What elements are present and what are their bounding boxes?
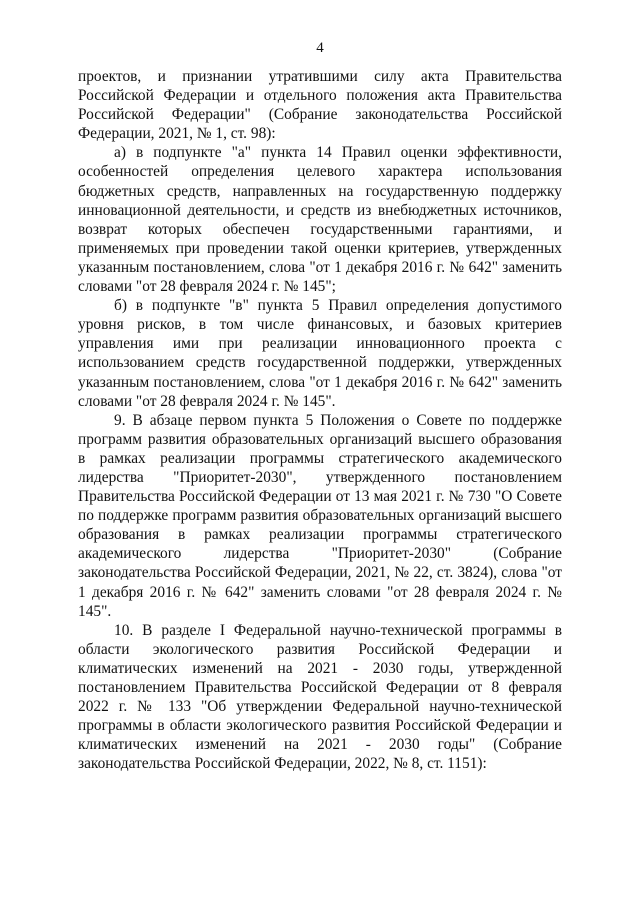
page-number: 4 [316,40,324,56]
document-body [78,67,562,773]
paragraph-subitem-a: а) в подпункте "а" пункта 14 Правил оценки эффективности, особенностей определения целевого характера использования бюджетных средств, направленных на государственную поддержку инновационной деятельности, и средств из внебюджетных источников, возврат которых обеспечен государственными гарантиями, и применяемых при проведении такой оценки критериев, утвержденных указанным постановлением, слова "от 1 декабря 2016 г. № 642" заменить словами "от 28 февраля 2024 г. № 145"; [78,144,562,296]
paragraph-subitem-b: б) в подпункте "в" пункта 5 Правил определения допустимого уровня рисков, в том числе финансовых, и базовых критериев управления ими при реализации инновационного проекта с использованием средств государственной поддержки, утвержденных указанным постановлением, слова "от 1 декабря 2016 г. № 642" заменить словами "от 28 февраля 2024 г. № 145". [78,297,562,410]
paragraph-continuation: проектов, и признании утратившими силу акта Правительства Российской Федерации и отдельного положения акта Правительства Российской Федерации" (Собрание законодательства Российской Федерации, 2021, № 1, ст. 98): [78,68,562,143]
paragraph-item-9: 9. В абзаце первом пункта 5 Положения о Совете по поддержке программ развития образовательных организаций высшего образования в рамках реализации программы стратегического академического лидерства "Приоритет-2030", утвержденного постановлением Правительства Российской Федерации от 13 мая 2021 г. № 730 "О Совете по поддержке программ развития образовательных организаций высшего образования в рамках реализации программы стратегического академического лидерства "Приоритет-2030" (Собрание законодательства Российской Федерации, 2021, № 22, ст. 3824), слова "от 1 декабря 2016 г. № 642" заменить словами "от 28 февраля 2024 г. № 145". [78,411,562,620]
paragraph-item-10: 10. В разделе I Федеральной научно-технической программы в области экологического развития Российской Федерации и климатических изменений на 2021 - 2030 годы, утвержденной постановлением Правительства Российской Федерации от 8 февраля 2022 г. № 133 "Об утверждении Федеральной научно-технической программы в области экологического развития Российской Федерации и климатических изменений на 2021 - 2030 годы" (Собрание законодательства Российской Федерации, 2022, № 8, ст. 1151): [78,621,562,773]
